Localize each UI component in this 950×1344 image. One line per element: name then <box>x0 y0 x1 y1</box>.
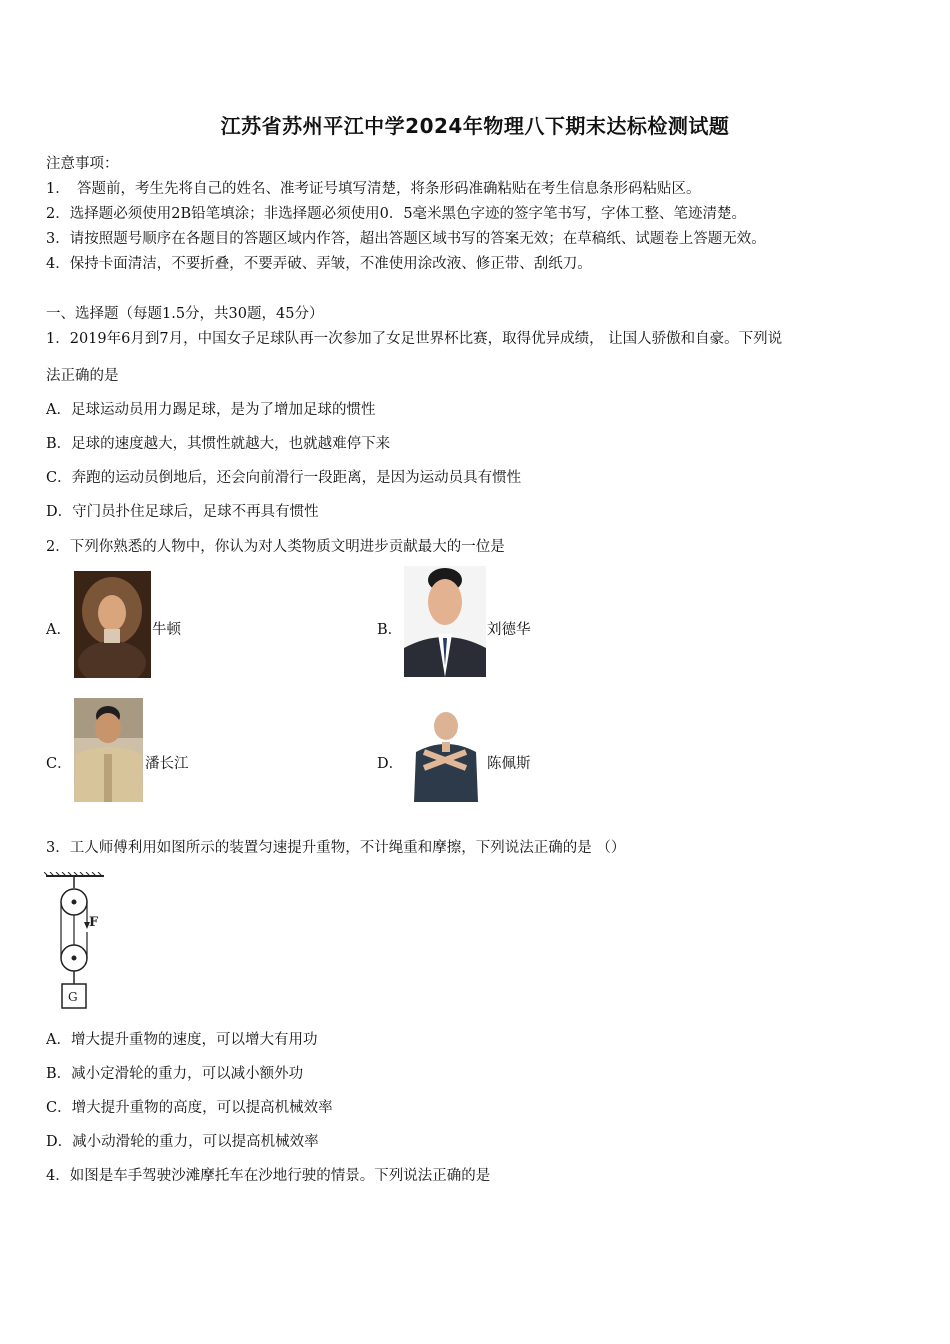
chen-peisi-photo <box>408 708 483 802</box>
pulley-diagram <box>44 872 114 1010</box>
q2-option-c-letter: C． <box>46 756 72 772</box>
q1-option-d: D．守门员扑住足球后，足球不再具有惯性 <box>46 504 319 520</box>
q1-stem-line1: 1．2019年6月到7月，中国女子足球队再一次参加了女足世界杯比赛，取得优异成绩， 让国人骄傲和自豪。下列说 <box>46 331 783 347</box>
q2-option-d-name: 陈佩斯 <box>487 756 531 772</box>
page-title: 江苏省苏州平江中学2024年物理八下期末达标检测试题 <box>220 114 730 138</box>
weight-label: G <box>68 990 78 1004</box>
q2-option-a-letter: A． <box>46 622 71 638</box>
q3-option-c: C．增大提升重物的高度，可以提高机械效率 <box>46 1100 333 1116</box>
q1-option-a: A．足球运动员用力踢足球，是为了增加足球的惯性 <box>46 402 376 418</box>
notice-item-4: 4．保持卡面清洁，不要折叠，不要弄破、弄皱，不准使用涂改液、修正带、刮纸刀。 <box>46 256 592 272</box>
pan-changjiang-photo <box>74 698 143 802</box>
q2-option-a-name: 牛顿 <box>152 622 181 638</box>
q1-option-c: C．奔跑的运动员倒地后，还会向前滑行一段距离，是因为运动员具有惯性 <box>46 470 522 486</box>
q3-option-d: D．减小动滑轮的重力，可以提高机械效率 <box>46 1134 319 1150</box>
q3-stem: 3．工人师傅利用如图所示的装置匀速提升重物，不计绳重和摩擦，下列说法正确的是 （） <box>46 840 626 856</box>
q2-option-d-letter: D． <box>377 756 404 772</box>
andy-lau-photo <box>404 566 486 677</box>
force-label: F <box>89 915 99 930</box>
q4-stem: 4．如图是车手驾驶沙滩摩托车在沙地行驶的情景。下列说法正确的是 <box>46 1168 491 1184</box>
q2-option-c-name: 潘长江 <box>145 756 189 772</box>
q2-stem: 2．下列你熟悉的人物中，你认为对人类物质文明进步贡献最大的一位是 <box>46 539 505 555</box>
q2-option-b-letter: B． <box>377 622 403 638</box>
q3-option-b: B．减小定滑轮的重力，可以减小额外功 <box>46 1066 304 1082</box>
notice-heading: 注意事项： <box>46 156 119 172</box>
newton-portrait <box>74 571 151 678</box>
section-heading: 一、选择题（每题1.5分，共30题，45分） <box>46 306 324 322</box>
q1-option-b: B．足球的速度越大，其惯性就越大，也就越难停下来 <box>46 436 391 452</box>
notice-item-2: 2．选择题必须使用2B铅笔填涂；非选择题必须使用0．5毫米黑色字迹的签字笔书写，字体工整、笔迹清楚。 <box>46 206 747 222</box>
q3-option-a: A．增大提升重物的速度，可以增大有用功 <box>46 1032 318 1048</box>
notice-item-1: 1． 答题前，考生先将自己的姓名、准考证号填写清楚，将条形码准确粘贴在考生信息条形码粘贴区。 <box>46 181 701 197</box>
notice-item-3: 3．请按照题号顺序在各题目的答题区域内作答，超出答题区域书写的答案无效；在草稿纸、试题卷上答题无效。 <box>46 231 766 247</box>
q1-stem-line2: 法正确的是 <box>46 368 119 384</box>
q2-option-b-name: 刘德华 <box>487 622 531 638</box>
